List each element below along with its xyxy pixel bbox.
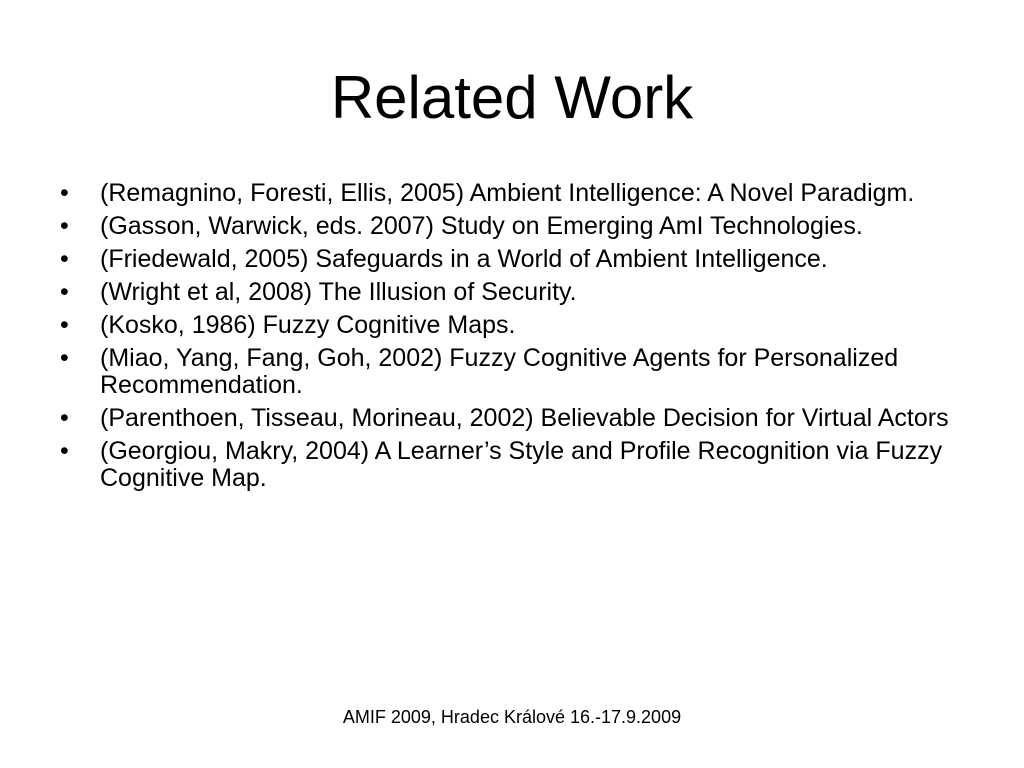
slide-footer: AMIF 2009, Hradec Králové 16.-17.9.2009 — [342, 707, 682, 727]
list-item-text: (Georgiou, Makry, 2004) A Learner’s Style and Profile Recognition via Fuzzy Cognitive Map. — [100, 437, 943, 492]
list-item-text: (Parenthoen, Tisseau, Morineau, 2002) Believable Decision for Virtual Actors — [100, 404, 949, 432]
bullet-icon: • — [60, 278, 69, 306]
list-item-text: (Miao, Yang, Fang, Goh, 2002) Fuzzy Cognitive Agents for Personalized Recommendation. — [100, 344, 899, 399]
list-item-text: (Remagnino, Foresti, Ellis, 2005) Ambient Intelligence: A Novel Paradigm. — [100, 179, 915, 207]
list-item — [60, 246, 960, 273]
list-item — [60, 345, 960, 399]
bullet-icon: • — [60, 179, 69, 207]
bullet-icon: • — [60, 404, 69, 432]
list-item-text: (Friedewald, 2005) Safeguards in a World of Ambient Intelligence. — [100, 245, 828, 273]
bullet-icon: • — [60, 344, 69, 372]
bullet-icon: • — [60, 245, 69, 273]
list-item — [60, 180, 960, 207]
list-item-text: (Gasson, Warwick, eds. 2007) Study on Emerging AmI Technologies. — [100, 212, 863, 240]
related-work-list — [60, 180, 960, 498]
slide-title: Related Work — [330, 64, 694, 131]
list-item-text: (Kosko, 1986) Fuzzy Cognitive Maps. — [100, 311, 516, 339]
list-item — [60, 213, 960, 240]
bullet-icon: • — [60, 437, 69, 465]
list-item-text: (Wright et al, 2008) The Illusion of Security. — [100, 278, 577, 306]
bullet-icon: • — [60, 311, 69, 339]
bullet-icon: • — [60, 212, 69, 240]
list-item — [60, 438, 960, 492]
list-item — [60, 312, 960, 339]
list-item — [60, 405, 960, 432]
list-item — [60, 279, 960, 306]
